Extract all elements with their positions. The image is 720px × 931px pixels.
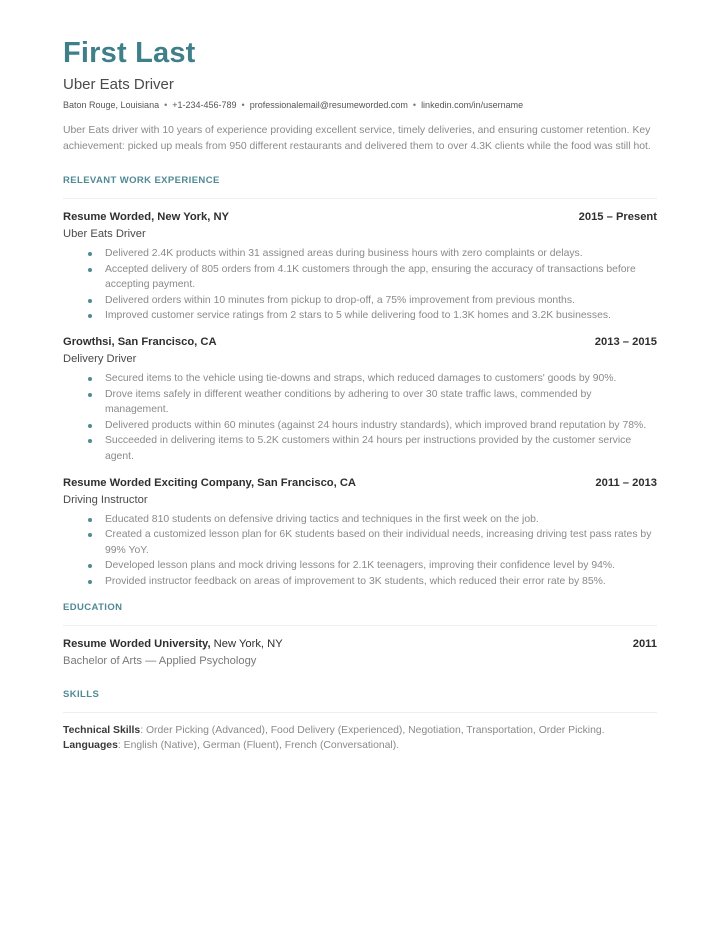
education-school: Resume Worded University, xyxy=(63,637,211,650)
section-heading-education: EDUCATION xyxy=(63,601,123,613)
contact-email[interactable]: professionalemail@resumeworded.com xyxy=(249,100,408,110)
section-heading-experience: RELEVANT WORK EXPERIENCE xyxy=(63,175,220,186)
languages-line xyxy=(63,738,657,754)
section-divider xyxy=(63,198,657,199)
section-divider xyxy=(63,712,657,713)
job-title: Driving Instructor xyxy=(63,493,148,506)
contact-separator: • xyxy=(412,100,417,110)
section-divider xyxy=(63,625,657,626)
job-entry xyxy=(63,475,657,590)
job-bullet: Drove items safely in different weather conditions by adhering to over 30 state traffic laws, commended by management. xyxy=(88,387,657,418)
job-bullet: Provided instructor feedback on areas of improvement to 3K students, which reduced their error rate by 85%. xyxy=(88,574,657,590)
job-title: Delivery Driver xyxy=(63,352,137,365)
education-location: New York, NY xyxy=(210,637,283,650)
resume-page xyxy=(63,36,657,754)
languages-label: Languages xyxy=(63,740,118,752)
experience-list xyxy=(63,209,657,590)
job-bullet: Secured items to the vehicle using tie-downs and straps, which reduced damages to customers' goods by 90%. xyxy=(88,371,657,387)
summary-text: Uber Eats driver with 10 years of experience providing excellent service, timely deliveries, and ensuring customer retention. Key achievement: picked up meals from 950 different restaurants and delivered them to over 4.3K clients while the food was still hot. xyxy=(63,125,651,152)
technical-skills-value: : Order Picking (Advanced), Food Delivery (Experienced), Negotiation, Transportation, Order Picking. xyxy=(140,724,605,736)
contact-location: Baton Rouge, Louisiana xyxy=(63,100,160,110)
skills-block xyxy=(63,723,657,754)
contact-line xyxy=(63,99,657,111)
technical-skills-line xyxy=(63,723,657,739)
education-year: 2011 xyxy=(632,637,657,650)
job-dates: 2011 – 2013 xyxy=(595,476,657,489)
job-title: Uber Eats Driver xyxy=(63,228,146,240)
job-bullet: Delivered products within 60 minutes (against 24 hours industry standards), which improved brand reputation by 78%. xyxy=(88,418,657,434)
job-bullet: Developed lesson plans and mock driving lessons for 2.1K teenagers, improving their confidence level by 94%. xyxy=(88,558,657,574)
section-heading-skills: SKILLS xyxy=(63,688,100,700)
job-company: Resume Worded, New York, NY xyxy=(63,211,229,223)
job-bullet: Educated 810 students on defensive driving tactics and techniques in the first week on the job. xyxy=(88,512,657,528)
contact-linkedin[interactable]: linkedin.com/in/username xyxy=(421,100,524,110)
job-entry xyxy=(63,209,657,324)
education-school-line xyxy=(63,636,283,652)
job-bullet: Delivered 2.4K products within 31 assigned areas during business hours with zero complaints or delays. xyxy=(88,246,657,262)
job-entry xyxy=(63,334,657,465)
job-bullet: Created a customized lesson plan for 6K students based on their individual needs, increasing driving test pass rates by 99% YoY. xyxy=(88,527,657,558)
job-dates: 2013 – 2015 xyxy=(594,335,657,348)
job-company: Resume Worded Exciting Company, San Francisco, CA xyxy=(63,476,357,489)
languages-value: : English (Native), German (Fluent), French (Conversational). xyxy=(117,740,400,752)
job-bullets xyxy=(63,246,657,324)
contact-separator: • xyxy=(241,100,245,110)
job-bullet: Accepted delivery of 805 orders from 4.1K customers through the app, ensuring the accuracy of transactions before accepting payment. xyxy=(88,262,657,293)
contact-separator: • xyxy=(164,100,168,110)
job-bullets xyxy=(63,512,657,590)
contact-phone: +1-234-456-789 xyxy=(172,100,237,110)
technical-skills-label: Technical Skills xyxy=(63,724,141,736)
candidate-name: First Last xyxy=(63,37,196,69)
job-dates: 2015 – Present xyxy=(578,211,657,223)
job-company: Growthsi, San Francisco, CA xyxy=(63,335,217,348)
education-degree: Bachelor of Arts — Applied Psychology xyxy=(63,654,257,667)
candidate-role: Uber Eats Driver xyxy=(63,76,174,93)
job-bullets xyxy=(63,371,657,465)
job-bullet: Improved customer service ratings from 2 stars to 5 while delivering food to 1.3K homes and 3.2K businesses. xyxy=(88,308,657,324)
job-bullet: Succeeded in delivering items to 5.2K customers within 24 hours per instructions provided by the customer service agent. xyxy=(88,433,657,464)
education-entry xyxy=(63,636,657,669)
job-bullet: Delivered orders within 10 minutes from pickup to drop-off, a 75% improvement from previous months. xyxy=(88,293,657,309)
